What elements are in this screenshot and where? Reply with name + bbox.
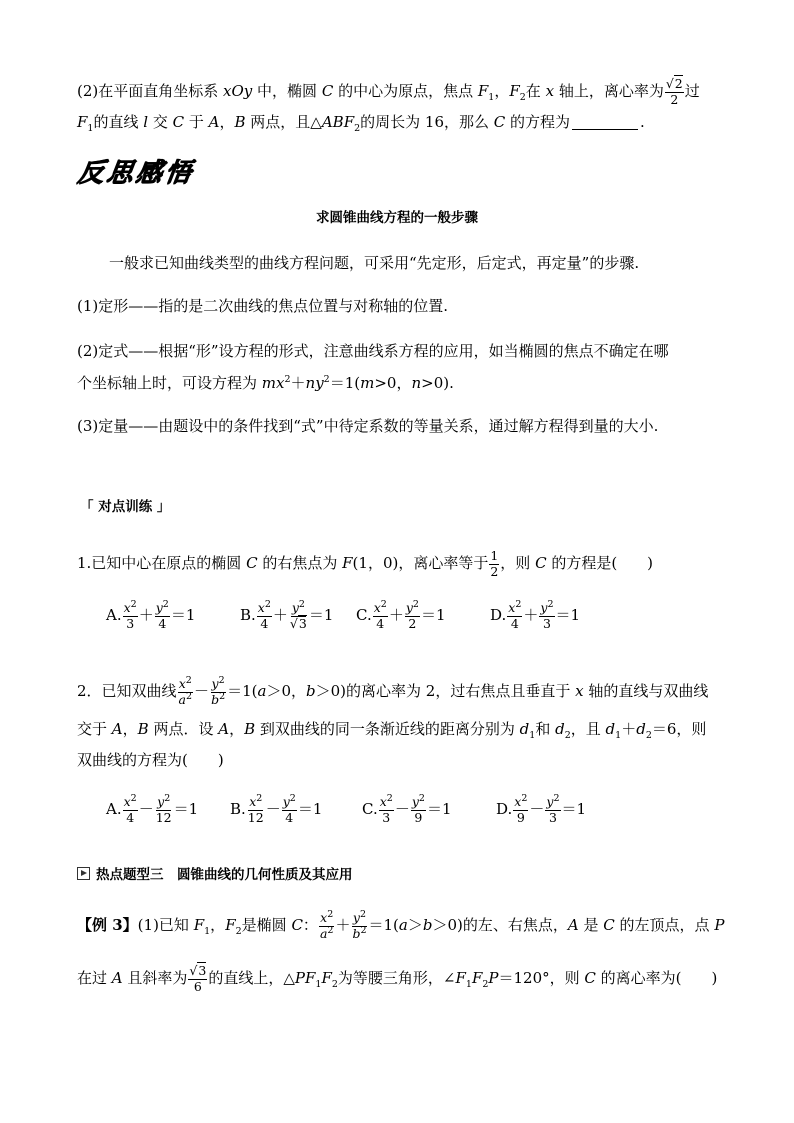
reflection-subtitle: 求圆锥曲线方程的一般步骤 [316,210,478,226]
question2-line2: 交于 A，B 两点．设 A，B 到双曲线的同一条渐近线的距离分别为 $d_1$和 $d_2$，且 $d_1+d_2=6$，则 [77,720,707,741]
question2-line3: 双曲线的方程为( ) [77,751,224,769]
training-label: 「 对点训练 」 [80,499,171,515]
question1: 1.已知中心在原点的椭圆 C 的右焦点为 F(1，0)，离心率等于 $\frac{1}{2}$ ，则 C 的方程是( ) [77,548,654,579]
reflection-step1: (1)定形——指的是二次曲线的焦点位置与对称轴的位置. [77,297,449,315]
q1-option-a[interactable]: A. $\frac{x^2}{3}$ ＋ $\frac{y^2}{4}$ ＝1 [106,598,196,631]
question2-line1: 2．已知双曲线 $\frac{x^2}{a^2}$ － $\frac{y^2}{b^2}$ ＝1(a＞0，b＞0)的离心率为 2，过右焦点且垂直于 x 轴的直线与双曲线 [77,674,709,707]
example3-line1: 【例 3】(1)已知 $F_1$，$F_2$是椭圆 C： $\frac{x^2}{a^2}$ ＋ $\frac{y^2}{b^2}$ ＝1(a＞b＞0)的左、右焦点，A 是 C 的左顶点，点 P [77,908,725,941]
q2-option-a[interactable]: A. $\frac{x^2}{4}$ － $\frac{y^2}{12}$ ＝1 [106,792,199,825]
q1-option-d[interactable]: D. $\frac{x^2}{4}$ ＋ $\frac{y^2}{3}$ ＝1 [490,598,581,631]
reflection-step2-line1: (2)定式——根据“形”设方程的形式，注意曲线系方程的应用，如当椭圆的焦点不确定在哪 [77,342,669,360]
example3-line2: 在过 A 且斜率为 $\frac{√3}{6}$ 的直线上，$\triangle PF_1F_2$为等腰三角形，$\angle F_1F_2P=120^\circ$，则 C 的离心率为( ) [77,963,718,994]
hot-topic-label: 热点题型三 圆锥曲线的几何性质及其应用 [96,867,353,883]
reflection-heading: 反思感悟 [75,158,196,188]
hot-topic-heading [77,864,353,885]
reflection-intro: 一般求已知曲线类型的曲线方程问题，可采用“先定形，后定式，再定量”的步骤. [109,254,640,272]
reflection-step3: (3)定量——由题设中的条件找到“式”中待定系数的等量关系，通过解方程得到量的大小. [77,417,659,435]
q2-option-d[interactable]: D. $\frac{x^2}{9}$ － $\frac{y^2}{3}$ ＝1 [496,792,587,825]
reflection-step2-line2: 个坐标轴上时，可设方程为 $mx^2+ny^2=1(m>0$，n>0). [77,374,454,392]
q1-option-b[interactable]: B. $\frac{x^2}{4}$ ＋ $\frac{y^2}{√3}$ ＝1 [240,598,334,631]
answer-blank[interactable] [572,115,638,130]
eccentricity-fraction: $\frac{√2}{2}$ [665,76,683,107]
play-icon [77,867,90,880]
problem2-line2: $F_1$的直线 l 交 C 于 A，B 两点，且$\triangle ABF_2$的周长为 16，那么 C 的方程为 . [77,113,645,134]
q2-option-b[interactable]: B. $\frac{x^2}{12}$ － $\frac{y^2}{4}$ ＝1 [230,792,323,825]
problem2-line1: (2)在平面直角坐标系 xOy 中，椭圆 C 的中心为原点，焦点 $F_1$，$F_2$在 x 轴上，离心率为 $\frac{√2}{2}$ 过 [77,76,700,107]
q1-option-c[interactable]: C. $\frac{x^2}{4}$ ＋ $\frac{y^2}{2}$ ＝1 [356,598,446,631]
q2-option-c[interactable]: C. $\frac{x^2}{3}$ － $\frac{y^2}{9}$ ＝1 [362,792,452,825]
